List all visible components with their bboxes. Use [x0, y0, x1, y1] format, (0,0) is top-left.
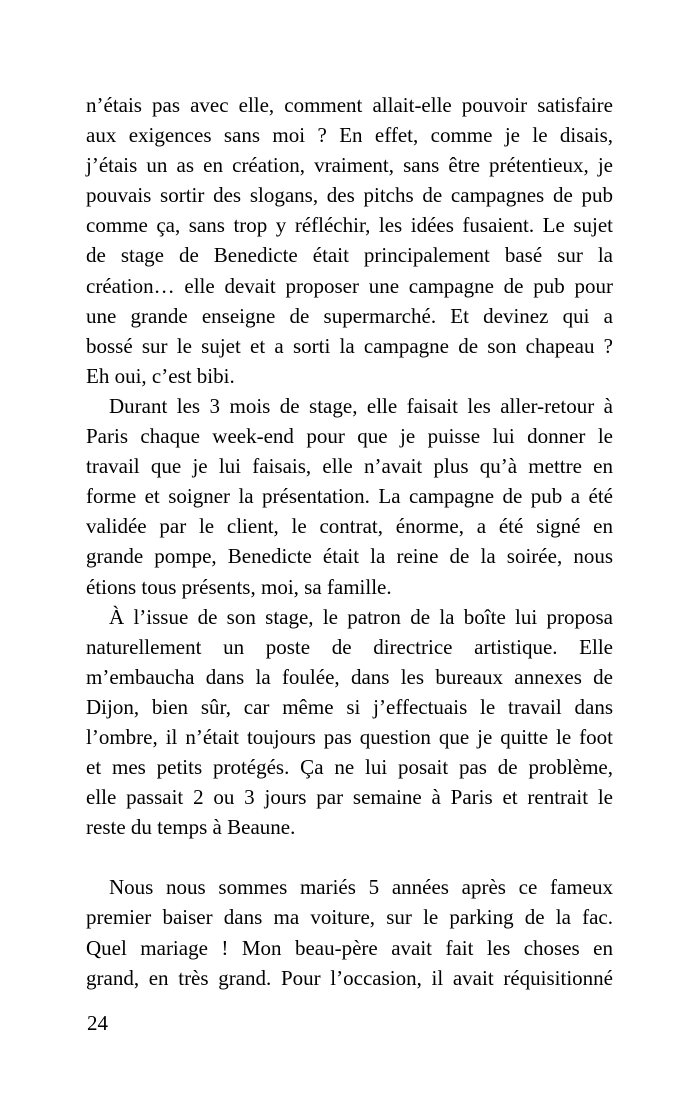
- text-line: travail que je lui faisais, elle n’avait plus qu’à mettre en: [86, 454, 613, 479]
- text-line: naturellement un poste de directrice artistique. Elle: [86, 634, 613, 659]
- text-line: premier baiser dans ma voiture, sur le parking de la fac.: [86, 905, 613, 930]
- text-line: À l’issue de son stage, le patron de la boîte lui proposa: [109, 604, 613, 629]
- text-line: Nous nous sommes mariés 5 années après ce fameux: [109, 875, 613, 900]
- paragraph: [86, 872, 613, 992]
- paragraph: [86, 602, 613, 843]
- text-line: elle passait 2 ou 3 jours par semaine à Paris et rentrait le: [86, 785, 613, 810]
- text-line: Dijon, bien sûr, car même si j’effectuais le travail dans: [86, 694, 613, 719]
- text-line: une grande enseigne de supermarché. Et devinez qui a: [86, 303, 613, 328]
- text-line: de stage de Benedicte était principalement basé sur la: [86, 243, 613, 268]
- paragraph: [86, 391, 613, 602]
- text-line: aux exigences sans moi ? En effet, comme je le disais,: [86, 123, 613, 148]
- text-line: pouvais sortir des slogans, des pitchs de campagnes de pub: [86, 183, 613, 208]
- text-line: Durant les 3 mois de stage, elle faisait les aller-retour à: [109, 393, 613, 418]
- text-line: j’étais un as en création, vraiment, sans être prétentieux, je: [86, 153, 613, 178]
- text-line: validée par le client, le contrat, énorme, a été signé en: [86, 514, 613, 539]
- text-line: Paris chaque week-end pour que je puisse lui donner le: [86, 424, 613, 449]
- text-line: l’ombre, il n’était toujours pas question que je quitte le foot: [86, 724, 613, 749]
- text-line: bossé sur le sujet et a sorti la campagne de son chapeau ?: [86, 333, 613, 358]
- text-line: Quel mariage ! Mon beau-père avait fait les choses en: [86, 935, 613, 960]
- text-line: reste du temps à Beaune.: [86, 815, 296, 840]
- text-line: grande pompe, Benedicte était la reine de la soirée, nous: [86, 544, 613, 569]
- text-line: et mes petits protégés. Ça ne lui posait pas de problème,: [86, 755, 613, 780]
- text-line: grand, en très grand. Pour l’occasion, il avait réquisitionné: [86, 965, 613, 990]
- text-line: Eh oui, c’est bibi.: [86, 363, 235, 388]
- text-line: m’embaucha dans la foulée, dans les bureaux annexes de: [86, 664, 613, 689]
- text-line: n’étais pas avec elle, comment allait-elle pouvoir satisfaire: [86, 93, 613, 117]
- text-line: comme ça, sans trop y réfléchir, les idées fusaient. Le sujet: [86, 213, 613, 238]
- paragraph: [86, 90, 613, 391]
- body-text: [86, 90, 613, 993]
- page-number: 24: [87, 1011, 108, 1035]
- text-line: étions tous présents, moi, sa famille.: [86, 574, 392, 599]
- text-line: création… elle devait proposer une campagne de pub pour: [86, 273, 613, 298]
- text-line: forme et soigner la présentation. La campagne de pub a été: [86, 484, 613, 509]
